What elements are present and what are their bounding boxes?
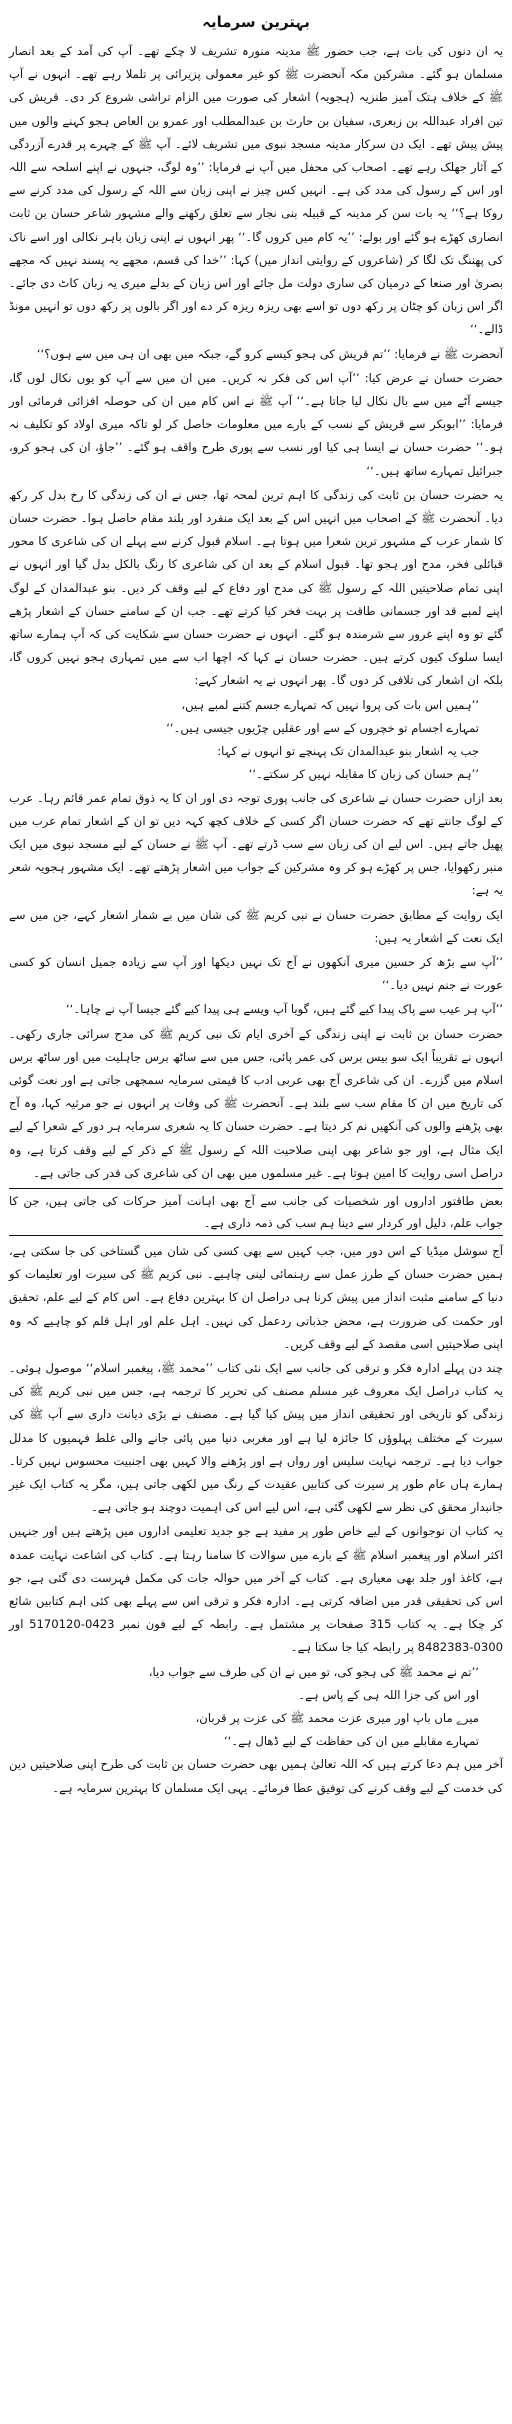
paragraph: ’’آپ ہر عیب سے پاک پیدا کیے گئے ہیں، گویا آپ ویسے ہی پیدا کیے گئے جیسا آپ نے چاہا۔‘‘ [65,1002,503,1017]
verse-line: اور اس کی جزا اللہ ہی کے پاس ہے۔ [298,1687,479,1702]
poetry-block [9,1661,503,1754]
verse-line: ’’تم نے محمد ﷺ کی ہجو کی، تو میں نے ان کی طرف سے جواب دیا، [148,1664,479,1679]
paragraph: یہ کتاب ان نوجوانوں کے لیے خاص طور پر مفید ہے جو جدید تعلیمی اداروں میں پڑھتے ہیں اور جنہیں اکثر اسلام اور پیغمبر اسلام ﷺ کے بارے میں سوالات کا سامنا رہتا ہے۔ کتاب کی اشاعت نہایت عمدہ ہے، کاغذ اور جلد بھی معیاری ہے۔ کتاب کے آخر میں حوالہ جات کی مکمل فہرست دی گئی ہے، جو اس کی تحقیقی قدر میں اضافہ کرتی ہے۔ ادارہ فکر و ترقی اس سے پہلے بھی کئی اہم کتابیں شائع کر چکا ہے۔ یہ کتاب 315 صفحات پر مشتمل ہے۔ رابطہ کے لیے فون نمبر 0423-5170120 اور 0300-8482383 پر رابطہ کیا جا سکتا ہے۔ [9,1524,503,1655]
column-title: بہترین سرمایہ [202,13,310,31]
paragraph: یہ حضرت حسان بن ثابت کی زندگی کا اہم ترین لمحہ تھا، جس نے ان کی زندگی کا رخ بدل کر رکھ دیا۔ آنحضرت ﷺ کے اصحاب میں انہیں اس کے بعد ایک منفرد اور بلند مقام حاصل ہوا۔ حضرت حسان کا شمار عرب کے مشہور ترین شعرا میں ہوتا ہے۔ اسلام قبول کرنے سے پہلے ان کی شاعری کا محور قبائلی فخر، مدح اور ہجو تھا۔ قبول اسلام کے بعد ان کی شاعری کا رنگ بالکل بدل گیا اور انہوں نے اپنی تمام صلاحیتیں اللہ کے رسول ﷺ کی مدح اور دفاع کے لیے وقف کر دیں۔ بنو عبدالمدان کے لوگ اپنے لمبے قد اور جسمانی طاقت پر بہت فخر کیا کرتے تھے۔ جب ان کے سامنے حسان کے اشعار پڑھے گئے تو وہ اپنے غرور سے شرمندہ ہو گئے۔ انہوں نے حضرت حسان سے شکایت کی کہ آپ ہمارے ساتھ ایسا سلوک کیوں کرتے ہیں۔ حضرت حسان نے کہا کہ اچھا اب سے میں تمہاری ہجو نہیں کروں گا، بلکہ ان اشعار کی تلافی کر دوں گا۔ پھر انہوں نے یہ اشعار کہے: [9,487,503,688]
paragraph: حضرت حسان بن ثابت نے اپنی زندگی کے آخری ایام تک نبی کریم ﷺ کی مدح سرائی جاری رکھی۔ انہوں نے تقریباً ایک سو بیس برس کی عمر پائی، جس میں سے ساٹھ برس جاہلیت میں اور ساٹھ برس اسلام میں گزرے۔ ان کی شاعری آج بھی عربی ادب کا قیمتی سرمایہ سمجھی جاتی ہے اور نعت گوئی کی تاریخ میں ان کا مقام سب سے بلند ہے۔ آنحضرت ﷺ کی وفات پر انہوں نے جو مرثیہ کہا، وہ آج بھی پڑھنے والوں کی آنکھیں نم کر دیتا ہے۔ حضرت حسان کا یہ شعری سرمایہ ہر دور کے شعرا کے لیے ایک مثال ہے، اور جو شاعر بھی اپنی صلاحیت اللہ کے رسول ﷺ کے ذکر کے لیے وقف کرتا ہے، وہ دراصل اسی روایت کا امین ہوتا ہے۔ غیر مسلموں میں بھی ان کی شاعری کی قدر کی جاتی ہے۔ [9,1026,503,1180]
paragraph: یہ ان دنوں کی بات ہے، جب حضور ﷺ مدینہ منورہ تشریف لا چکے تھے۔ آپ کی آمد کے بعد انصار مسلمان ہو گئے۔ مشرکین مکہ آنحضرت ﷺ کو غیر معمولی پزیرائی پر تلملا رہے تھے۔ انہوں نے آپ ﷺ کے خلاف ہتک آمیز طنزیہ (ہجویہ) اشعار کی صورت میں الزام تراشی شروع کر دی۔ قریش کی تین افراد عبداللہ بن زبعری، سفیان بن حارث بن عبدالمطلب اور عمرو بن العاص ہجو کہنے والوں میں پیش پیش تھے۔ ایک دن سرکار مدینہ مسجد نبوی میں تشریف لائے۔ آپ ﷺ کے چہرے پر قدرے آزردگی کے آثار جھلک رہے تھے۔ اصحاب کی محفل میں آپ نے فرمایا: ’’وہ لوگ، جنہوں نے اپنے اسلحہ سے اللہ اور اس کے رسول کی مدد کی ہے۔ انہیں کس چیز نے اپنی زبان سے اللہ کے رسول کی مدد کرنے سے روکا ہے؟‘‘ یہ بات سن کر مدینہ کے قبیلہ بنی نجار سے تعلق رکھنے والے مشہور شاعر حسان بن ثابت انصاری کھڑے ہو گئے اور بولے: ’’یہ کام میں کروں گا۔‘‘ پھر انہوں نے اپنی زبان باہر نکالی اور اسے ناک کی پھننگ تک لگا کر (شاعروں کے روایتی انداز میں) کہا: ’’خدا کی قسم، مجھے یہ پسند نہیں کہ مجھے بصریٰ اور صنعا کے درمیان کی ساری دولت مل جائے اور اس زبان کے بدلے میری یہ زبان کاٹ دی جائے۔ اگر اس زبان کو چٹان پر رکھ دوں تو اسے بھی ریزہ ریزہ کر دے اور اگر بالوں پر رکھ دوں تو انہیں مونڈ ڈالے۔‘‘ [9,44,503,337]
paragraph: ایک روایت کے مطابق حضرت حسان نے نبی کریم ﷺ کی شان میں بے شمار اشعار کہے، جن میں سے ایک نعت کے اشعار یہ ہیں: [9,907,503,945]
verse-line: جب یہ اشعار بنو عبدالمدان تک پہنچے تو انہوں نے کہا: [217,744,479,759]
verse-line: ’’ہمیں اس بات کی پروا نہیں کہ تمہارے جسم کتنے لمبے ہیں، [181,697,479,712]
verse-line: ’’ہم حسان کی زبان کا مقابلہ نہیں کر سکتے۔‘‘ [248,767,479,782]
paragraph: ’’آپ سے بڑھ کر حسین میری آنکھوں نے آج تک نہیں دیکھا اور آپ سے زیادہ جمیل انسان کو کسی عورت نے جنم نہیں دیا۔‘‘ [9,954,503,993]
verse-line: تمہارے اجسام تو خچروں کے سے اور عقلیں چڑیوں جیسی ہیں۔‘‘ [166,720,479,735]
highlighted-note: بعض طاقتور اداروں اور شخصیات کی جانب سے آج بھی اہانت آمیز حرکات کی جاتی ہیں، جن کا جواب علم، دلیل اور کردار سے دینا ہم سب کی ذمہ داری ہے۔ [9,1188,503,1236]
paragraph: چند دن پہلے ادارہ فکر و ترقی کی جانب سے ایک نئی کتاب ’’محمد ﷺ، پیغمبر اسلام‘‘ موصول ہوئی۔ یہ کتاب دراصل ایک معروف غیر مسلم مصنف کی تحریر کا ترجمہ ہے، جس میں نبی کریم ﷺ کی زندگی کو تاریخی اور تحقیقی انداز میں پیش کیا گیا ہے۔ مصنف نے بڑی دیانت داری سے آپ ﷺ کی سیرت کے مختلف پہلوؤں کا جائزہ لیا ہے اور مغربی دنیا میں پائی جانے والی غلط فہمیوں کا مدلل جواب دیا ہے۔ ترجمہ نہایت سلیس اور رواں ہے اور پڑھنے والا کہیں بھی اجنبیت محسوس نہیں کرتا۔ ہمارے ہاں عام طور پر سیرت کی کتابیں عقیدت کے رنگ میں لکھی جاتی ہیں، مگر یہ کتاب ایک غیر جانبدار محقق کی نظر سے لکھی گئی ہے، اس لیے اس کی اہمیت دوچند ہو جاتی ہے۔ [9,1360,503,1515]
paragraph: حضرت حسان نے عرض کیا: ’’آپ اس کی فکر نہ کریں۔ میں ان میں سے آپ کو یوں نکال لوں گا، جیسے آٹے میں سے بال نکال لیا جاتا ہے۔‘‘ آپ ﷺ نے اس کام میں ان کی حوصلہ افزائی فرمائی اور فرمایا: ’’ابوبکر سے قریش کے نسب کے بارے میں معلومات حاصل کر لو تاکہ میری اولاد کو تکلیف نہ ہو۔‘‘ حضرت حسان نے ایسا ہی کیا اور نسب سے پوری طرح واقف ہو گئے۔ ’’جاؤ، ان کی ہجو کرو، جبرائیل تمہارے ساتھ ہیں۔‘‘ [9,370,503,478]
paragraph: آنحضرت ﷺ نے فرمایا: ’’تم قریش کی ہجو کیسے کرو گے، جبکہ میں بھی ان ہی میں سے ہوں؟‘‘ [36,346,503,361]
verse-line: تمہارے مقابلے میں ان کی حفاظت کے لیے ڈھال ہے۔‘‘ [223,1734,479,1749]
paragraph: آخر میں ہم دعا کرتے ہیں کہ اللہ تعالیٰ ہمیں بھی حضرت حسان بن ثابت کی طرح اپنی صلاحیتیں دین کی خدمت کے لیے وقف کرنے کی توفیق عطا فرمائے۔ یہی ایک مسلمان کا بہترین سرمایہ ہے۔ [9,1757,503,1795]
verse-line: میرے ماں باپ اور میری عزت محمد ﷺ کی عزت پر قربان، [195,1711,479,1726]
paragraph: آج سوشل میڈیا کے اس دور میں، جب کہیں سے بھی کسی کی شان میں گستاخی کی جا سکتی ہے، ہمیں حضرت حسان کے طرز عمل سے رہنمائی لینی چاہیے۔ نبی کریم ﷺ کی سیرت اور تعلیمات کو دنیا کے سامنے مثبت انداز میں پیش کرنا ہی دراصل ان کا بہترین دفاع ہے۔ اس کام کے لیے علم، تحقیق اور حکمت کی ضرورت ہے، محض جذباتی ردعمل کی نہیں۔ اہل علم اور اہل قلم کو چاہیے کہ وہ اپنی صلاحیتیں اسی مقصد کے لیے وقف کریں۔ [9,1243,503,1351]
poetry-block [9,694,503,787]
paragraph: بعد ازاں حضرت حسان نے شاعری کی جانب پوری توجہ دی اور ان کا یہ ذوق تمام عمر قائم رہا۔ عرب کے لوگ جانتے تھے کہ حضرت حسان اگر کسی کے خلاف کچھ کہہ دیں تو ان کے اشعار تمام عرب میں پھیل جاتے ہیں۔ اس لیے ان کی زبان سے سب ڈرتے تھے۔ آپ ﷺ نے حسان کے لیے مسجد نبوی میں ایک منبر رکھوایا، جس پر کھڑے ہو کر وہ مشرکین کے جواب میں اشعار پڑھتے تھے۔ ایک مشہور ہجویہ شعر یہ ہے: [9,790,503,898]
